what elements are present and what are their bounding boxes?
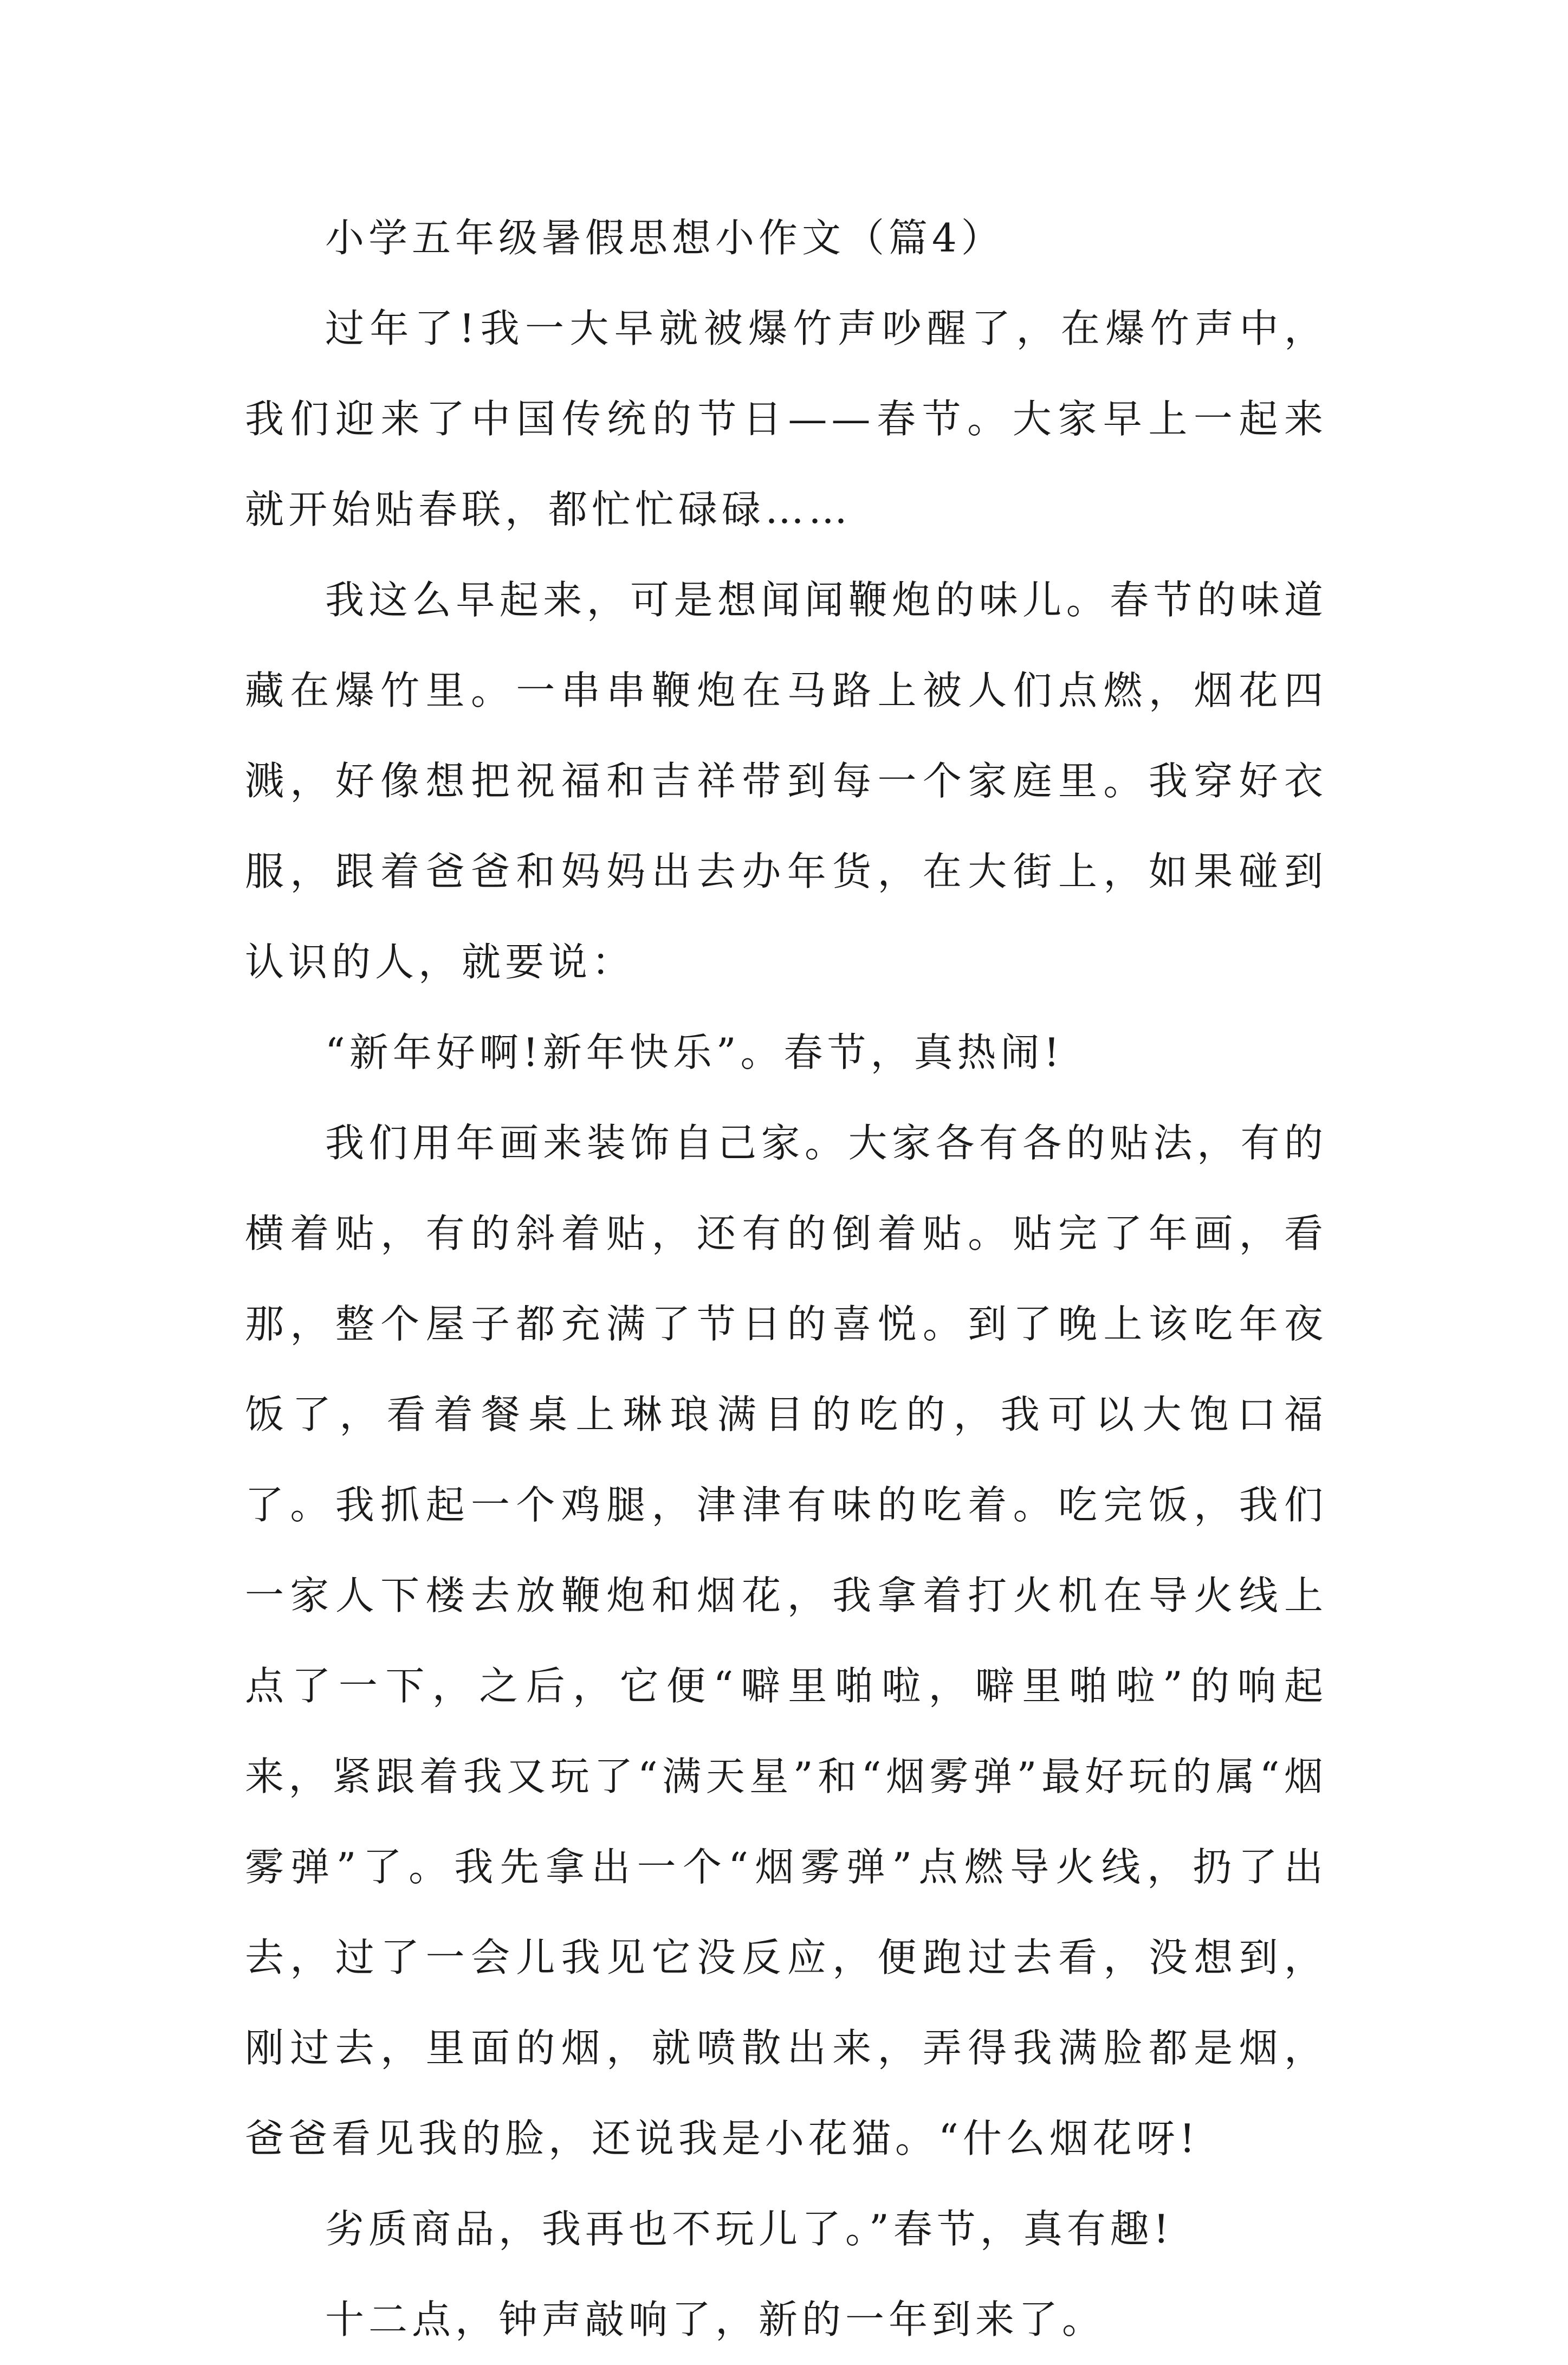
paragraph-6: 十二点，钟声敲响了，新的一年到来了。 bbox=[325, 2297, 1106, 2342]
document-body bbox=[245, 193, 1327, 2365]
paragraph-3: “新年好啊!新年快乐”。春节，真热闹! bbox=[325, 1030, 1064, 1075]
paragraph-2: 我这么早起来，可是想闻闻鞭炮的味儿。春节的味道藏在爆竹里。一串串鞭炮在马路上被人们点燃，烟花四溅，好像想把祝福和吉祥带到每一个家庭里。我穿好衣服，跟着爸爸和妈妈出去办年货，在大街上，如果碰到认识的人，就要说： bbox=[245, 577, 1327, 985]
paragraph-1: 过年了!我一大早就被爆竹声吵醒了，在爆竹声中，我们迎来了中国传统的节日——春节。大家早上一起来就开始贴春联，都忙忙碌碌…… bbox=[245, 306, 1327, 532]
paragraph-5: 劣质商品，我再也不玩儿了。”春节，真有趣! bbox=[325, 2206, 1174, 2252]
paragraph-4: 我们用年画来装饰自己家。大家各有各的贴法，有的横着贴，有的斜着贴，还有的倒着贴。贴完了年画，看那，整个屋子都充满了节日的喜悦。到了晚上该吃年夜饭了，看着餐桌上琳琅满目的吃的，我可以大饱口福了。我抓起一个鸡腿，津津有味的吃着。吃完饭，我们一家人下楼去放鞭炮和烟花，我拿着打火机在导火线上点了一下，之后，它便“噼里啪啦，噼里啪啦”的响起来，紧跟着我又玩了“满天星”和“烟雾弹”最好玩的属“烟雾弹”了。我先拿出一个“烟雾弹”点燃导火线，扔了出去，过了一会儿我见它没反应，便跑过去看，没想到，刚过去，里面的烟，就喷散出来，弄得我满脸都是烟，爸爸看见我的脸，还说我是小花猫。“什么烟花呀! bbox=[245, 1120, 1327, 2161]
essay-title: 小学五年级暑假思想小作文（篇4） bbox=[325, 215, 1005, 261]
